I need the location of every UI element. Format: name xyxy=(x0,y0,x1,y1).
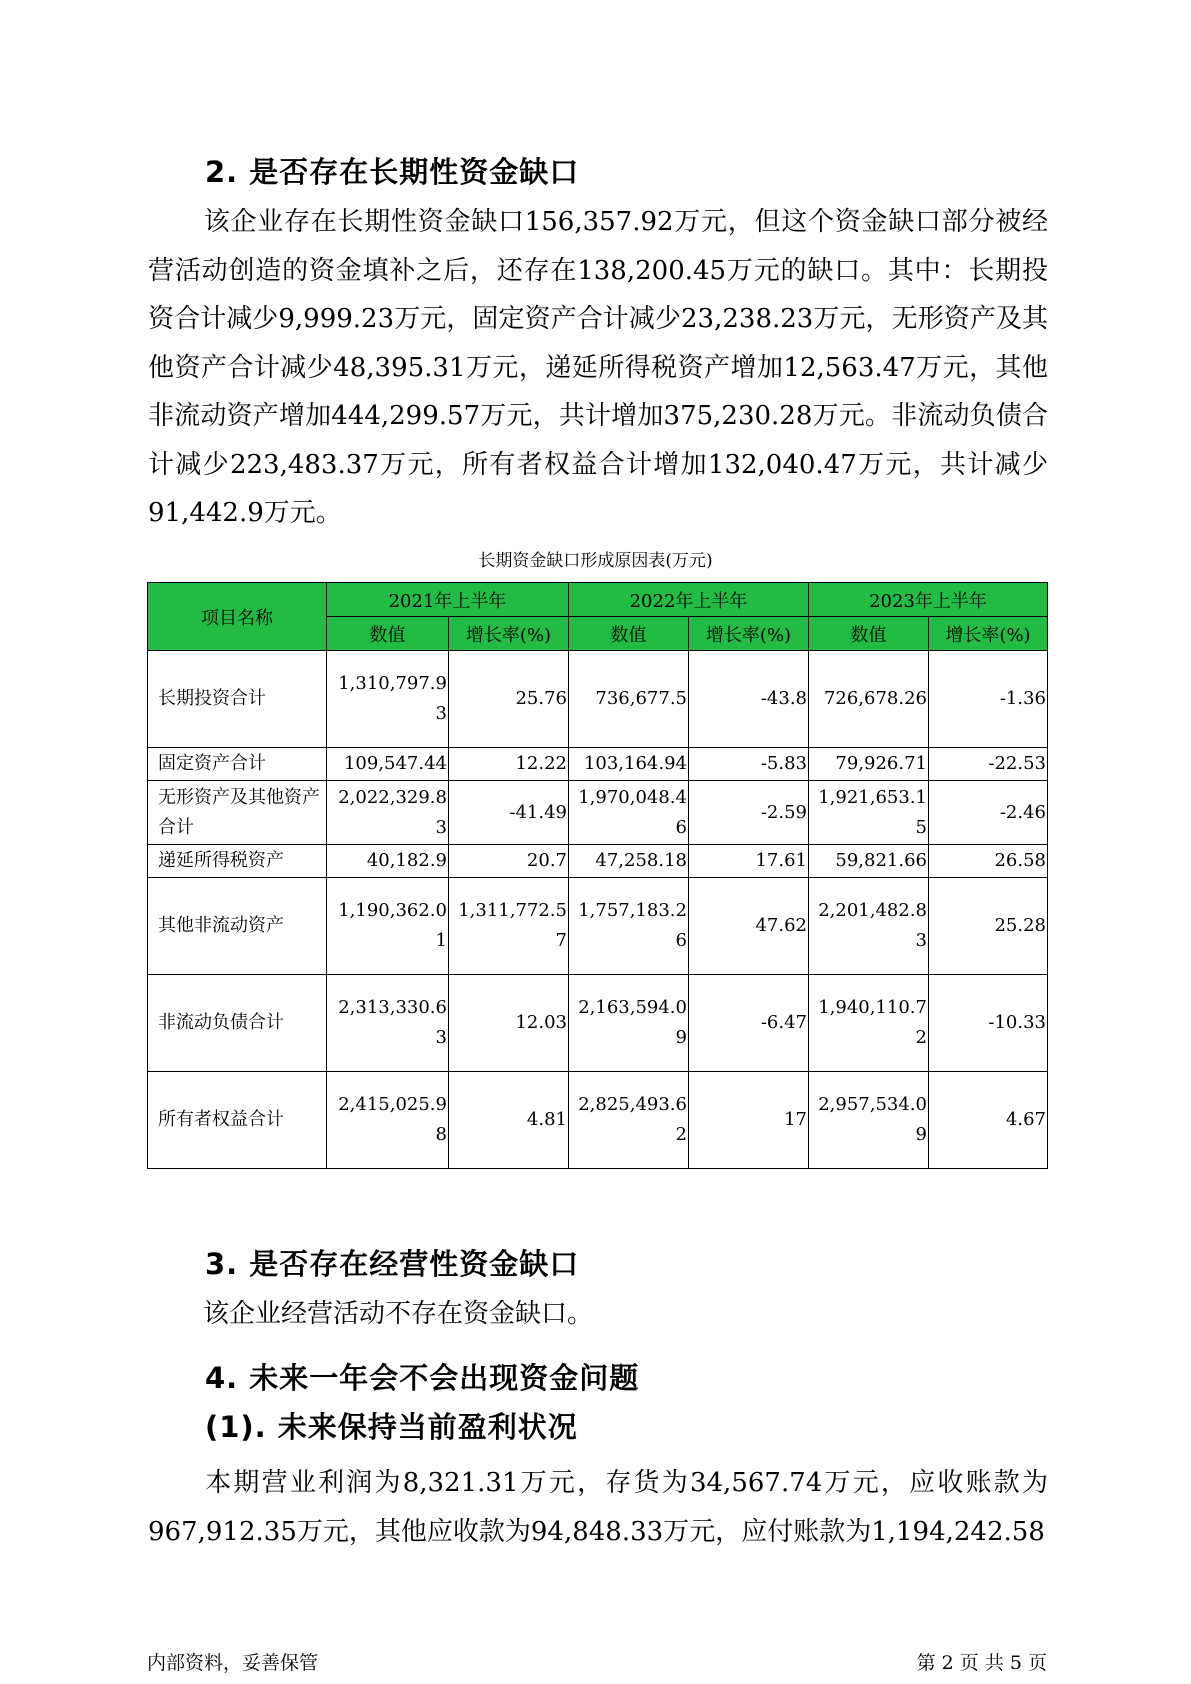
header-rate-2023: 增长率(%) xyxy=(929,617,1048,651)
header-value-2023: 数值 xyxy=(809,617,929,651)
table-cell: -6.47 xyxy=(689,975,809,1072)
header-year-2021: 2021年上半年 xyxy=(327,583,569,617)
table-cell: 1,970,048.46 xyxy=(569,781,689,845)
table-cell: 25.76 xyxy=(449,651,569,748)
table-cell: -1.36 xyxy=(929,651,1048,748)
table-row xyxy=(148,651,1048,748)
table-cell: 12.03 xyxy=(449,975,569,1072)
table-cell: -22.53 xyxy=(929,748,1048,781)
section-3-paragraph xyxy=(148,1290,1048,1339)
section-4-subtitle: (1). 未来保持当前盈利状况 xyxy=(205,1410,578,1444)
table-cell: 2,957,534.09 xyxy=(809,1072,929,1169)
table-cell: 79,926.71 xyxy=(809,748,929,781)
table-cell: -5.83 xyxy=(689,748,809,781)
table-row xyxy=(148,845,1048,878)
table-cell: 2,163,594.09 xyxy=(569,975,689,1072)
header-value-2022: 数值 xyxy=(569,617,689,651)
table-cell: 47,258.18 xyxy=(569,845,689,878)
section-4-paragraph xyxy=(148,1459,1048,1556)
section-3-title: 3. 是否存在经营性资金缺口 xyxy=(205,1247,580,1281)
section-2-text: 该企业存在长期性资金缺口156,357.92万元，但这个资金缺口部分被经营活动创造的资金填补之后，还存在138,200.45万元的缺口。其中：长期投资合计减少9,999.23万元，固定资产合计减少23,238.23万元，无形资产及其他资产合计减少48,395.31万元，递延所得税资产增加12,563.47万元，其他非流动资产增加444,299.57万元，共计增加375,230.28万元。非流动负债合计减少223,483.37万元，所有者权益合计增加132,040.47万元，共计减少91,442.9万元。 xyxy=(148,207,1048,528)
table-cell: 25.28 xyxy=(929,878,1048,975)
table-cell: -41.49 xyxy=(449,781,569,845)
table-cell: 4.67 xyxy=(929,1072,1048,1169)
header-rate-2022: 增长率(%) xyxy=(689,617,809,651)
table-cell: -10.33 xyxy=(929,975,1048,1072)
table-cell: 1,940,110.72 xyxy=(809,975,929,1072)
table-cell: -2.59 xyxy=(689,781,809,845)
header-year-2023: 2023年上半年 xyxy=(809,583,1048,617)
section-2-paragraph xyxy=(148,198,1048,538)
section-4-title: 4. 未来一年会不会出现资金问题 xyxy=(205,1361,640,1395)
header-item-name: 项目名称 xyxy=(148,583,327,651)
table-cell: 736,677.5 xyxy=(569,651,689,748)
row-name: 非流动负债合计 xyxy=(148,975,327,1072)
footer-page-number: 第 2 页 共 5 页 xyxy=(916,1652,1047,1674)
table-cell: 17.61 xyxy=(689,845,809,878)
table-cell: 4.81 xyxy=(449,1072,569,1169)
table-cell: 17 xyxy=(689,1072,809,1169)
table-row xyxy=(148,748,1048,781)
section-2-title: 2. 是否存在长期性资金缺口 xyxy=(205,155,580,189)
row-name: 所有者权益合计 xyxy=(148,1072,327,1169)
row-name: 长期投资合计 xyxy=(148,651,327,748)
row-name: 其他非流动资产 xyxy=(148,878,327,975)
table-cell: -2.46 xyxy=(929,781,1048,845)
table-cell: 1,921,653.15 xyxy=(809,781,929,845)
row-name: 递延所得税资产 xyxy=(148,845,327,878)
table-cell: 59,821.66 xyxy=(809,845,929,878)
table-cell: 2,022,329.83 xyxy=(327,781,449,845)
table-cell: 1,757,183.26 xyxy=(569,878,689,975)
table-row xyxy=(148,878,1048,975)
table-cell: 47.62 xyxy=(689,878,809,975)
table-cell: 20.7 xyxy=(449,845,569,878)
footer-confidential-note: 内部资料，妥善保管 xyxy=(147,1652,319,1674)
table-cell: -43.8 xyxy=(689,651,809,748)
table-row xyxy=(148,1072,1048,1169)
row-name: 无形资产及其他资产合计 xyxy=(148,781,327,845)
section-3-text: 该企业经营活动不存在资金缺口。 xyxy=(203,1299,594,1329)
table-cell: 26.58 xyxy=(929,845,1048,878)
long-term-gap-table xyxy=(147,582,1048,1169)
table-caption: 长期资金缺口形成原因表(万元) xyxy=(478,551,713,571)
header-value-2021: 数值 xyxy=(327,617,449,651)
row-name: 固定资产合计 xyxy=(148,748,327,781)
table-cell: 103,164.94 xyxy=(569,748,689,781)
table-cell: 2,313,330.63 xyxy=(327,975,449,1072)
table-cell: 2,825,493.62 xyxy=(569,1072,689,1169)
table-cell: 2,201,482.83 xyxy=(809,878,929,975)
table-cell: 1,311,772.57 xyxy=(449,878,569,975)
table-cell: 12.22 xyxy=(449,748,569,781)
table-cell: 1,310,797.93 xyxy=(327,651,449,748)
table-cell: 726,678.26 xyxy=(809,651,929,748)
table-row xyxy=(148,975,1048,1072)
header-year-2022: 2022年上半年 xyxy=(569,583,809,617)
table-cell: 109,547.44 xyxy=(327,748,449,781)
table-cell: 1,190,362.01 xyxy=(327,878,449,975)
header-rate-2021: 增长率(%) xyxy=(449,617,569,651)
table-row xyxy=(148,781,1048,845)
table-cell: 40,182.9 xyxy=(327,845,449,878)
table-cell: 2,415,025.98 xyxy=(327,1072,449,1169)
section-4-text: 本期营业利润为8,321.31万元，存货为34,567.74万元，应收账款为967,912.35万元，其他应收款为94,848.33万元，应付账款为1,194,242.58 xyxy=(148,1468,1048,1547)
